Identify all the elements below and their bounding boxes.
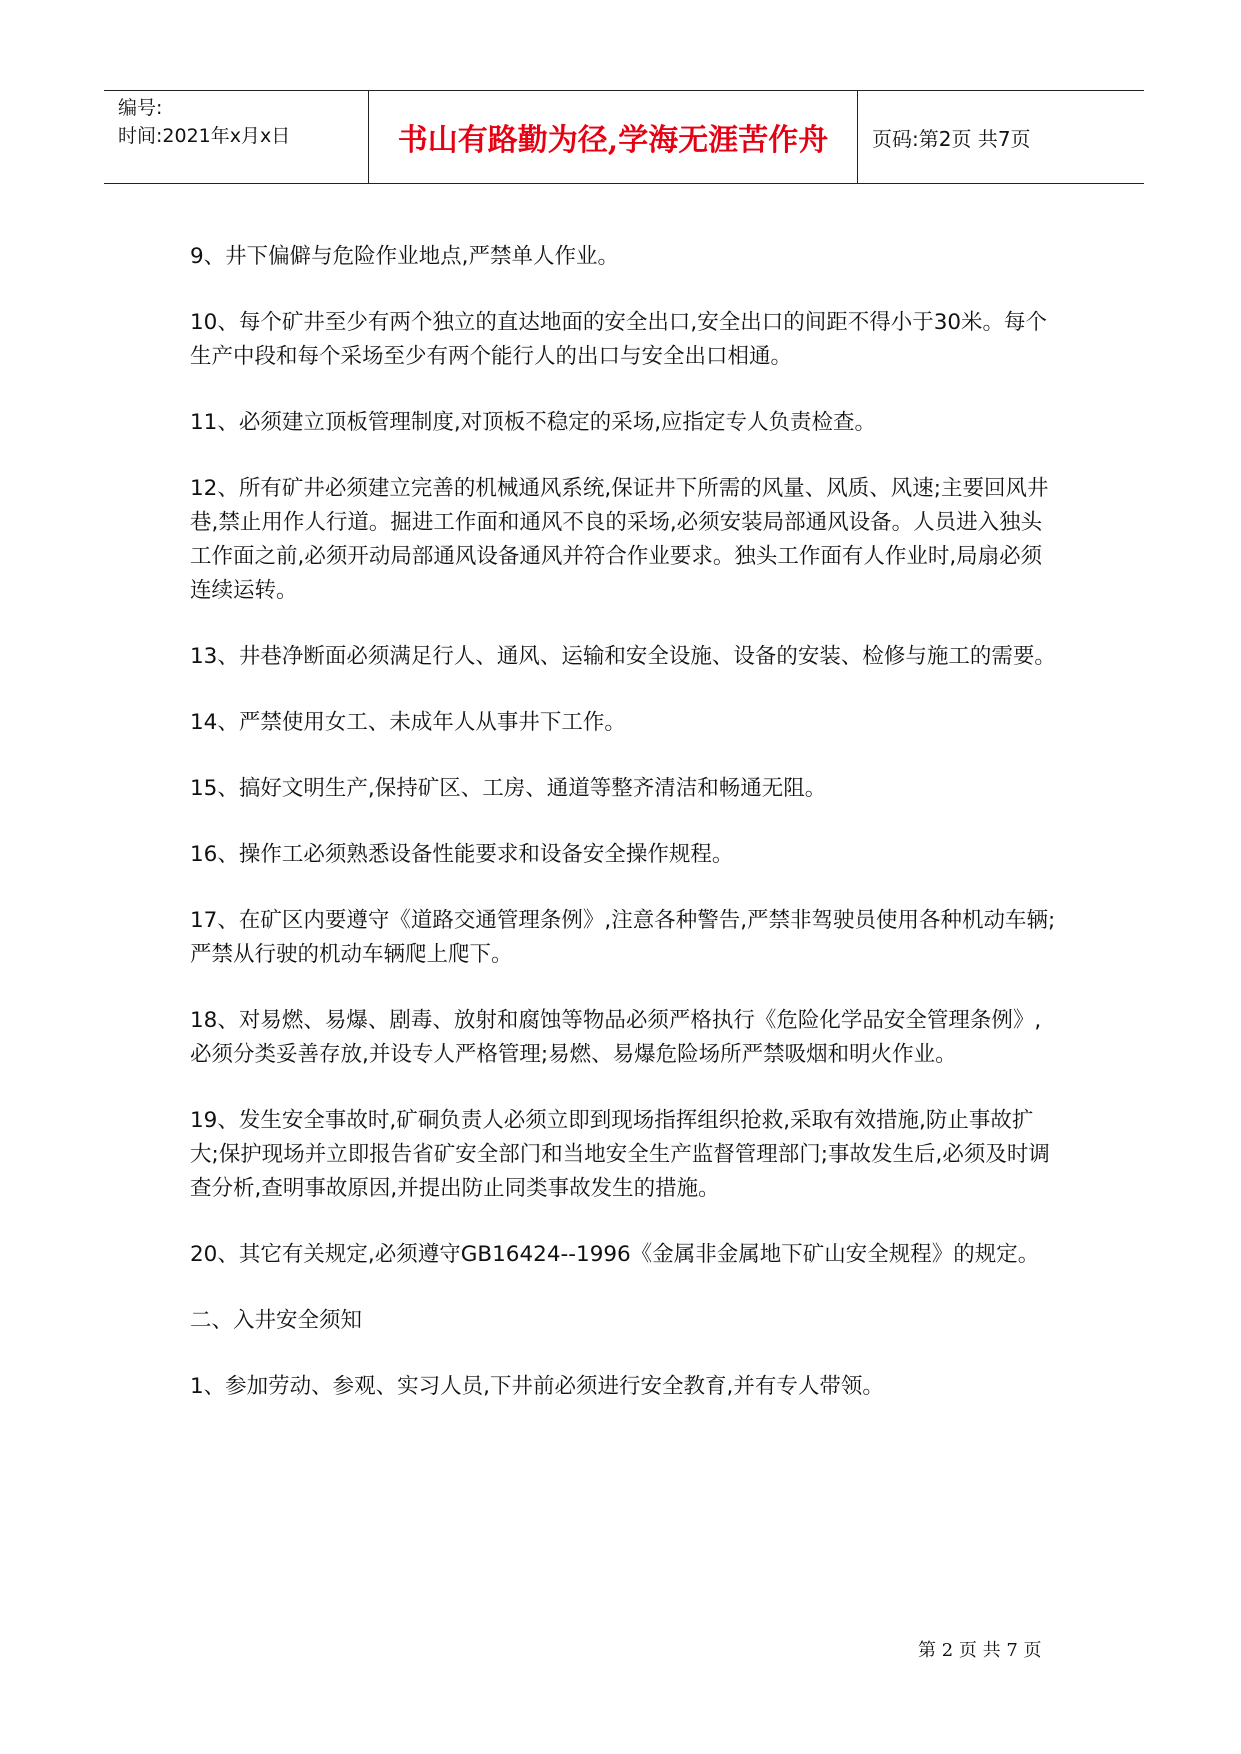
paragraph: 16、操作工必须熟悉设备性能要求和设备安全操作规程。	[190, 842, 734, 867]
paragraph: 15、搞好文明生产,保持矿区、工房、通道等整齐清洁和畅通无阻。	[190, 776, 827, 801]
paragraph: 20、其它有关规定,必须遵守GB16424--1996《金属非金属地下矿山安全规程》的规定。	[190, 1242, 1040, 1267]
document-number-label: 编号:	[118, 97, 163, 119]
header-page-info: 页码:第2页 共7页	[872, 126, 1031, 151]
paragraph: 10、每个矿井至少有两个独立的直达地面的安全出口,安全出口的间距不得小于30米。每个生产中段和每个采场至少有两个能行人的出口与安全出口相通。	[190, 310, 1048, 369]
header-motto-cell	[369, 91, 858, 183]
header-page-cell	[858, 91, 1144, 183]
paragraph: 18、对易燃、易爆、剧毒、放射和腐蚀等物品必须严格执行《危险化学品安全管理条例》,必须分类妥善存放,并设专人严格管理;易燃、易爆危险场所严禁吸烟和明火作业。	[190, 1008, 1042, 1067]
paragraph: 11、必须建立顶板管理制度,对顶板不稳定的采场,应指定专人负责检查。	[190, 410, 877, 435]
header-motto: 书山有路勤为径,学海无涯苦作舟	[397, 123, 829, 158]
paragraph: 12、所有矿井必须建立完善的机械通风系统,保证井下所需的风量、风质、风速;主要回风井巷,禁止用作人行道。掘进工作面和通风不良的采场,必须安装局部通风设备。人员进入独头工作面之前,必须开动局部通风设备通风并符合作业要求。独头工作面有人作业时,局扇必须连续运转。	[190, 476, 1049, 603]
paragraph: 9、井下偏僻与危险作业地点,严禁单人作业。	[190, 244, 620, 269]
header-meta-cell	[104, 91, 369, 183]
paragraph: 17、在矿区内要遵守《道路交通管理条例》,注意各种警告,严禁非驾驶员使用各种机动车辆;严禁从行驶的机动车辆爬上爬下。	[190, 908, 1056, 967]
paragraph: 13、井巷净断面必须满足行人、通风、运输和安全设施、设备的安装、检修与施工的需要。	[190, 644, 1056, 669]
paragraph: 14、严禁使用女工、未成年人从事井下工作。	[190, 710, 626, 735]
page-footer: 第 2 页 共 7 页	[918, 1640, 1042, 1661]
paragraph: 19、发生安全事故时,矿硐负责人必须立即到现场指挥组织抢救,采取有效措施,防止事故扩大;保护现场并立即报告省矿安全部门和当地安全生产监督管理部门;事故发生后,必须及时调查分析,查明事故原因,并提出防止同类事故发生的措施。	[190, 1108, 1050, 1201]
paragraph: 1、参加劳动、参观、实习人员,下井前必须进行安全教育,并有专人带领。	[190, 1374, 884, 1399]
page-header	[104, 90, 1144, 184]
document-body	[190, 240, 1060, 1436]
document-time-label: 时间:2021年x月x日	[118, 125, 291, 147]
section-heading: 二、入井安全须知	[190, 1308, 363, 1333]
